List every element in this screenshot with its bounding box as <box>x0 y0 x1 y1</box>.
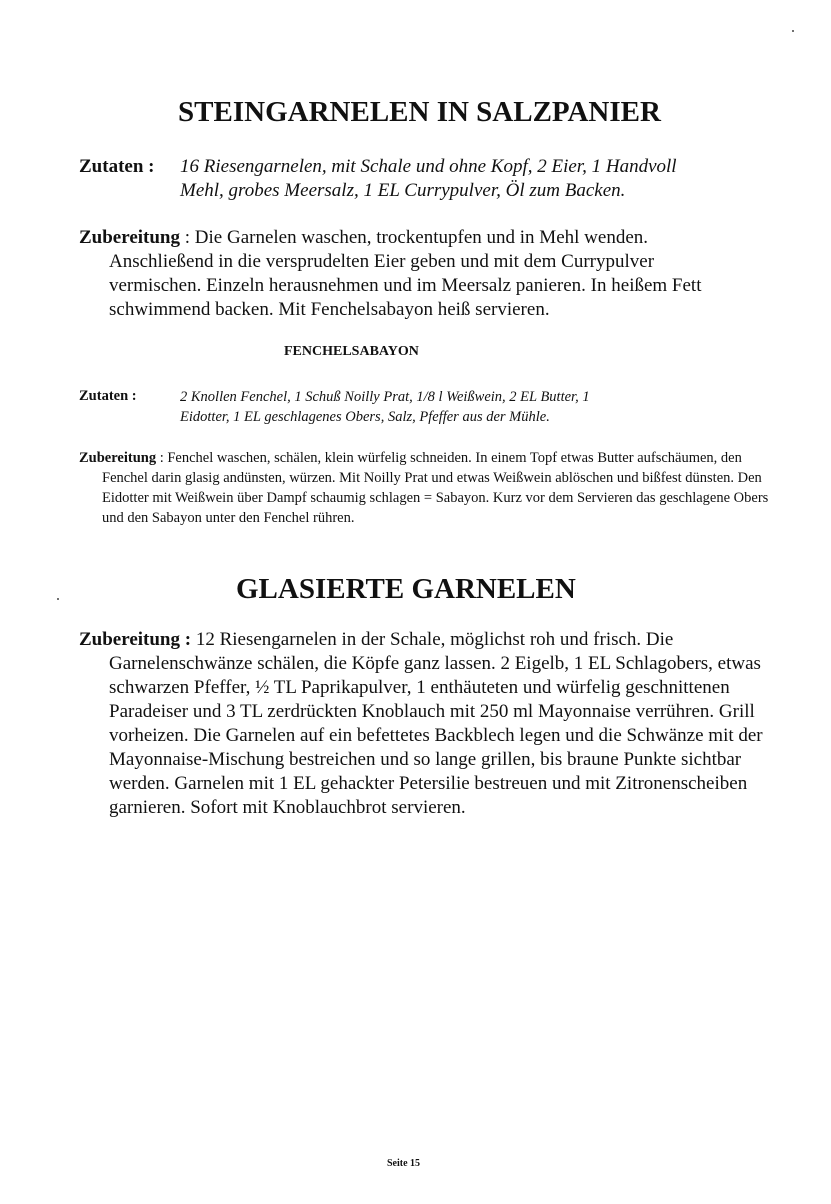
zutaten-line: Mehl, grobes Meersalz, 1 EL Currypulver, Öl zum Backen. <box>180 180 626 201</box>
scan-speck <box>792 30 794 32</box>
zutaten-label: Zutaten : <box>79 156 155 177</box>
subrecipe-zutaten-text <box>180 387 740 427</box>
zubereitung-text: 12 Riesengarnelen in der Schale, möglichst roh und frisch. Die Garnelenschwänze schälen, die Köpfe ganz lassen. 2 Eigelb, 1 EL Schlagobers, etwas schwarzen Pfeffer, ½ TL Paprikapulver, 1 enthäuteten und würfelig geschnittenen Paradeiser und 3 TL zerdrückten Knoblauch mit 250 ml Mayonnaise verrühren. Grill vorheizen. Die Garnelen auf ein befettetes Backblech legen und die Schwänze mit der Mayonnaise-Mischung bestreichen und so lange grillen, bis braune Punkte sichtbar werden. Garnelen mit 1 EL gehackter Petersilie bestreuen und mit Zitronenscheiben garnieren. Sofort mit Knoblauchbrot servieren. <box>109 629 763 818</box>
zutaten-label: Zutaten : <box>79 388 137 404</box>
subrecipe-zutaten-label <box>79 386 137 406</box>
zubereitung-label: Zubereitung : <box>79 629 192 650</box>
zubereitung-label: Zubereitung <box>79 450 157 466</box>
zubereitung-label: Zubereitung <box>79 227 181 248</box>
zutaten-line: Eidotter, 1 EL geschlagenes Obers, Salz, Pfeffer aus der Mühle. <box>180 409 550 425</box>
recipe1-zutaten-label <box>79 155 154 179</box>
recipe2-zubereitung <box>79 628 781 820</box>
recipe-title-steingarnelen: STEINGARNELEN IN SALZPANIER <box>178 96 661 128</box>
zutaten-line: 2 Knollen Fenchel, 1 Schuß Noilly Prat, 1/8 l Weißwein, 2 EL Butter, 1 <box>180 389 590 405</box>
recipe1-zutaten-text <box>180 155 780 203</box>
recipe1-zubereitung <box>79 226 749 322</box>
zubereitung-text: : Die Garnelen waschen, trockentupfen und in Mehl wenden. Anschließend in die versprudelten Eier geben und mit dem Currypulver vermischen. Einzeln herausnehmen und im Meersalz panieren. In heißem Fett schwimmend backen. Mit Fenchelsabayon heiß servieren. <box>109 227 702 320</box>
page-number: Seite 15 <box>387 1158 421 1169</box>
subrecipe-zubereitung <box>79 448 778 528</box>
recipe-title-glasierte-garnelen: GLASIERTE GARNELEN <box>236 573 576 605</box>
zubereitung-text: : Fenchel waschen, schälen, klein würfelig schneiden. In einem Topf etwas Butter aufschäumen, den Fenchel darin glasig andünsten, würzen. Mit Noilly Prat und etwas Weißwein ablöschen und bißfest dünsten. Den Eidotter mit Weißwein über Dampf schaumig schlagen = Sabayon. Kurz vor dem Servieren das geschlagene Obers und den Sabayon unter den Fenchel rühren. <box>102 450 769 526</box>
subrecipe-title-fenchelsabayon: FENCHELSABAYON <box>284 344 419 359</box>
zutaten-line: 16 Riesengarnelen, mit Schale und ohne Kopf, 2 Eier, 1 Handvoll <box>180 156 677 177</box>
scan-speck <box>57 598 59 600</box>
